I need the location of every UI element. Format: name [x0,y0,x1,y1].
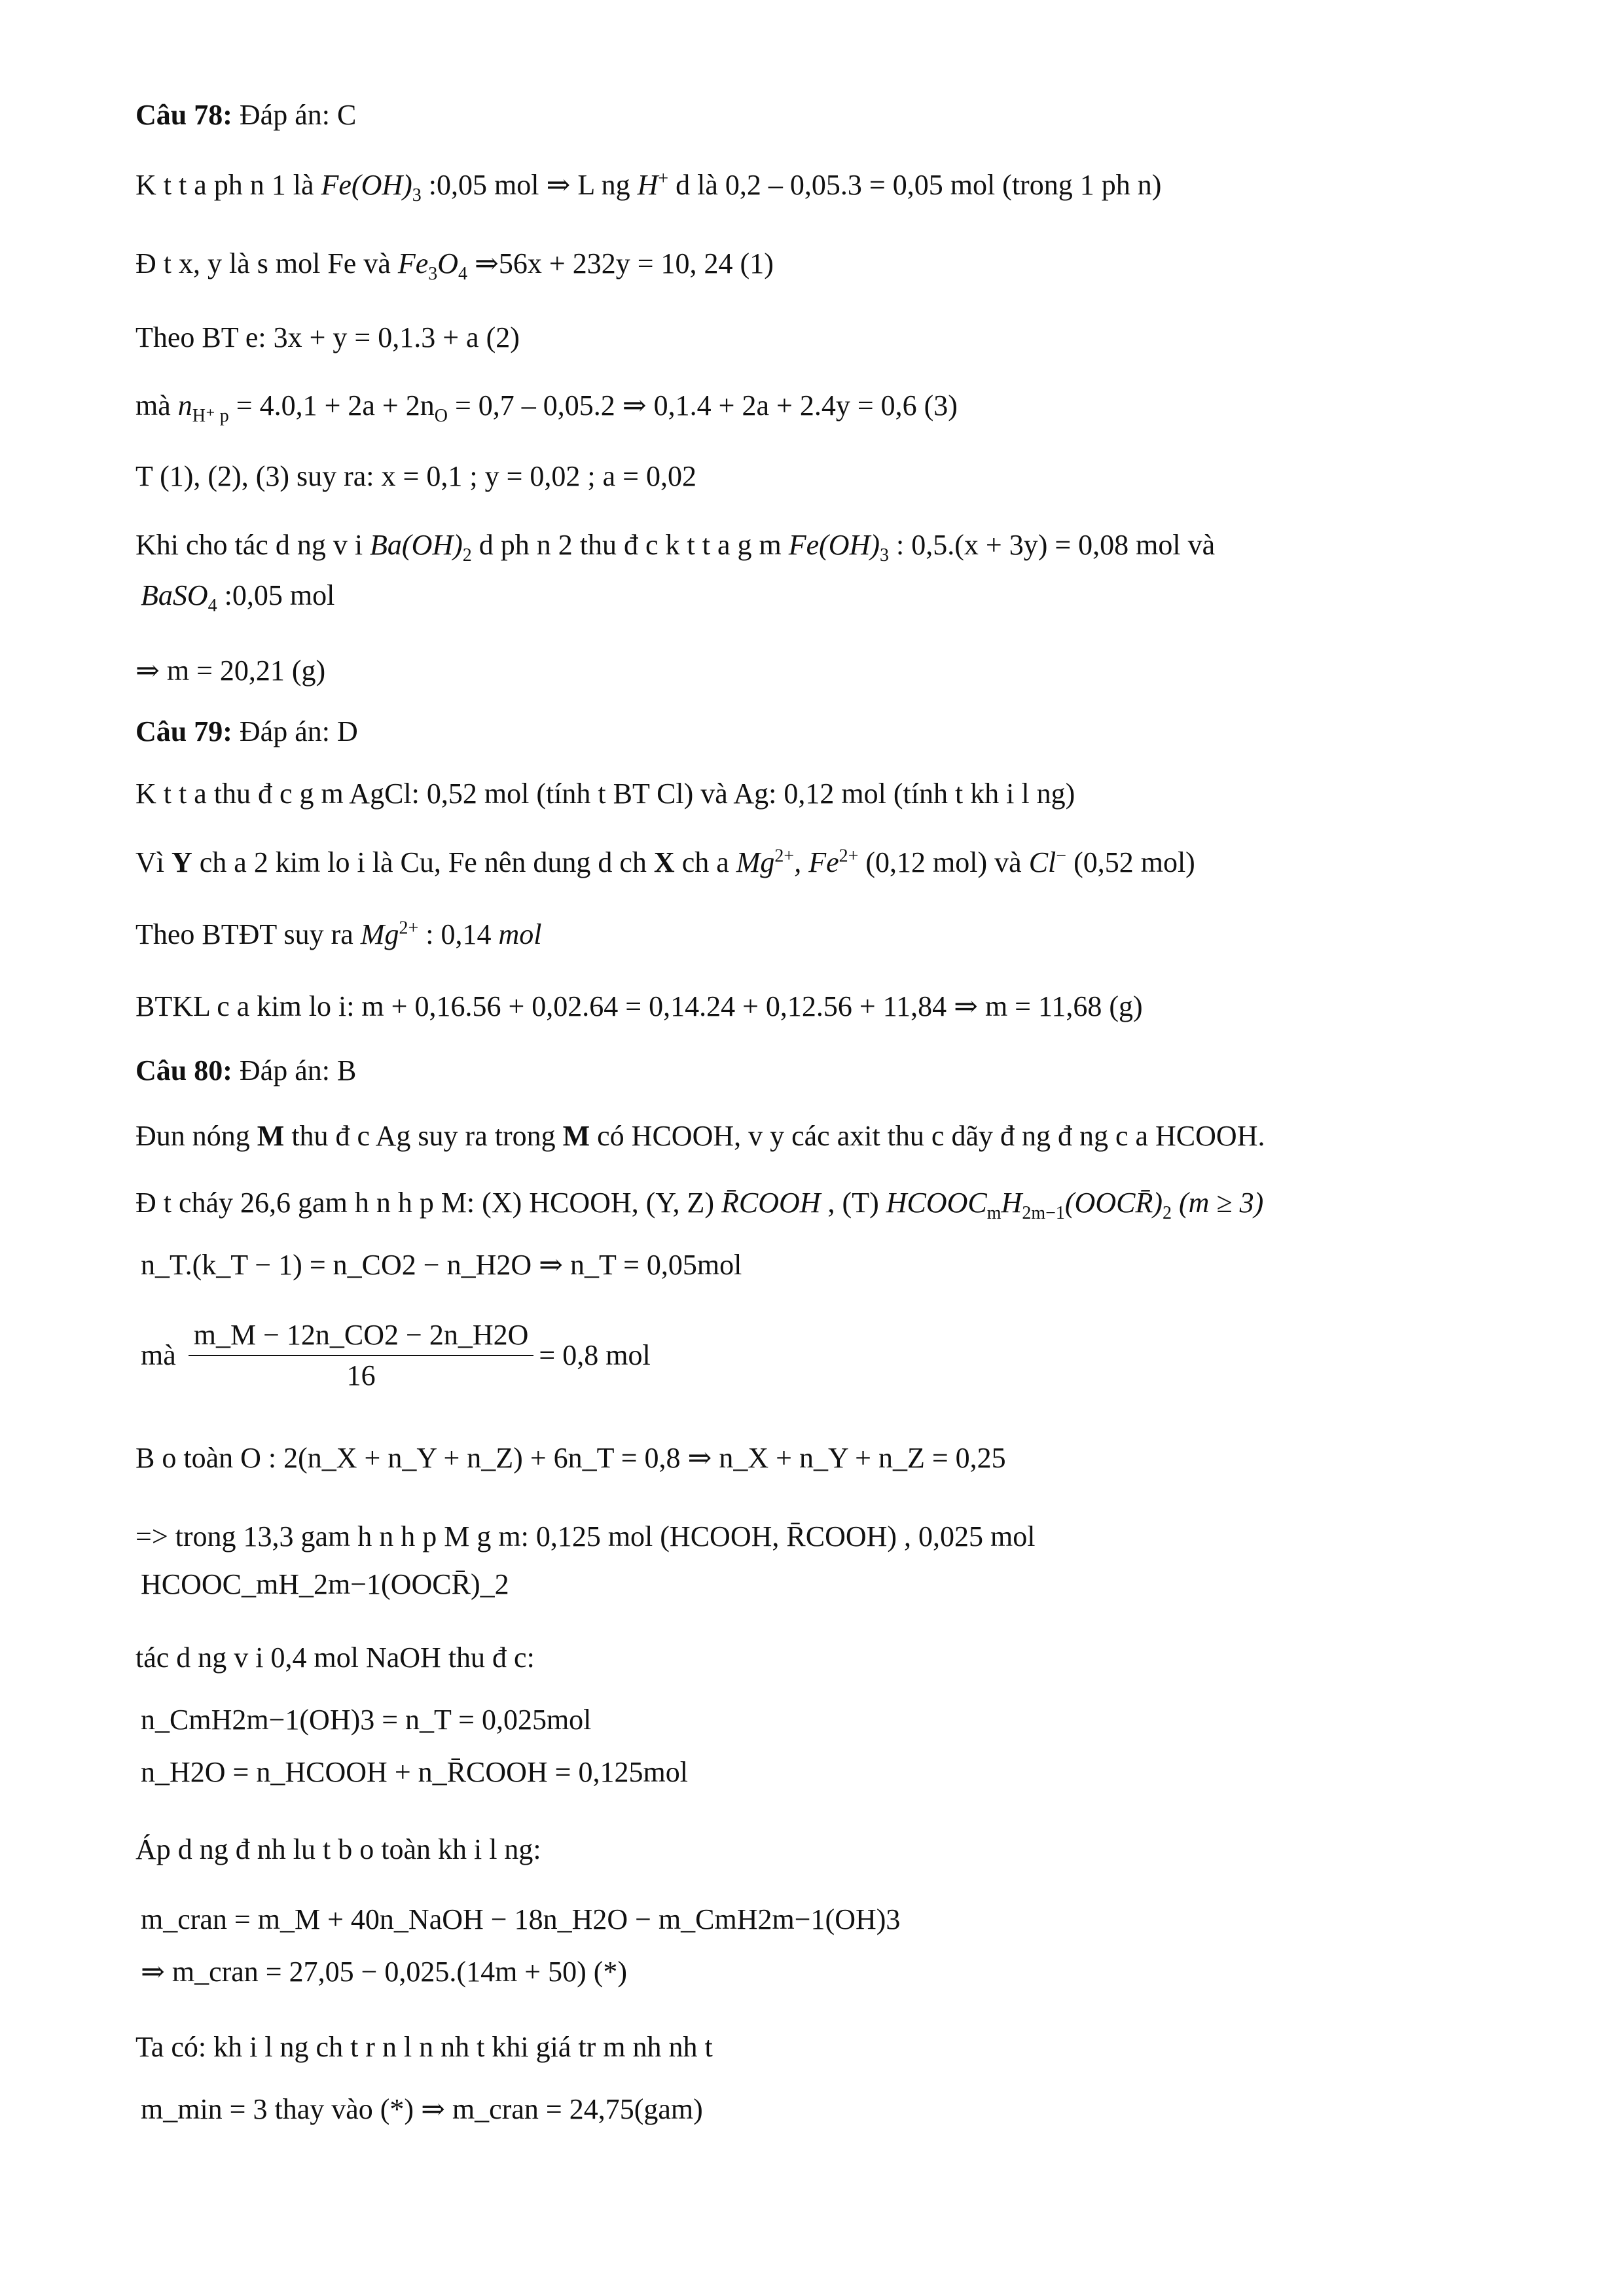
q78-answer: Đáp án: C [232,99,357,131]
q80-line-8: tác d ng v i 0,4 mol NaOH thu đ c: [135,1641,535,1674]
label: M [562,1120,590,1152]
q78-result: ⇒ m = 20,21 (g) [135,655,326,687]
text: (0,12 mol) và [858,846,1029,878]
subscript: 3 [412,185,422,206]
q80-line-6: => trong 13,3 gam h n h p M g m: 0,125 mol (HCOOH, R̄COOH) , 0,025 mol [135,1520,1036,1552]
q78-line-6 [135,527,1215,564]
text: Đ t x, y là s mol Fe và [135,247,398,279]
fraction [189,1316,534,1395]
text: mà [141,1339,183,1371]
q79-line-2 [135,844,1195,881]
q78-line-7 [141,577,334,614]
subscript: 2m−1 [1022,1202,1065,1223]
q80-line-5: B o toàn O : 2(n_X + n_Y + n_Z) + 6n_T = 0,8 ⇒ n_X + n_Y + n_Z = 0,25 [135,1442,1006,1474]
formula: Fe(OH) [321,169,412,201]
text: : 0,5.(x + 3y) = 0,08 mol và [889,529,1216,561]
q78-title: Câu 78: [135,99,232,131]
text: , (T) [820,1187,886,1219]
q79-title: Câu 79: [135,715,232,747]
q78-heading [135,97,356,134]
q78-line-3: Theo BT e: 3x + y = 0,1.3 + a (2) [135,321,520,353]
q78-line-4 [135,387,958,424]
q80-equation-7: m_min = 3 thay vào (*) ⇒ m_cran = 24,75(gam) [141,2093,703,2125]
q80-line-11: Áp d ng đ nh lu t b o toàn kh i l ng: [135,1833,541,1865]
subscript: H⁺ p [192,405,229,426]
formula: (OOCR̄) [1064,1187,1163,1219]
text: Vì [135,846,171,878]
text: có HCOOH, v y các axit thu c dãy đ ng đ ng c a HCOOH. [590,1120,1265,1152]
superscript: 2+ [774,846,795,867]
q79-line-3 [135,916,541,953]
subscript: m [986,1202,1001,1223]
superscript: − [1056,846,1067,867]
formula: H [637,169,659,201]
text: :0,05 mol [217,579,335,611]
subscript: 4 [458,263,468,284]
formula: Mg [736,846,775,878]
subscript: 2 [462,545,472,565]
text: ch a 2 kim lo i là Cu, Fe nên dung d ch [192,846,654,878]
formula: R̄COOH [721,1187,821,1219]
label: Y [171,846,192,878]
formula: BaSO [141,579,208,611]
text: = 4.0,1 + 2a + 2n [228,389,435,422]
subscript: 4 [208,595,217,616]
fraction-numerator: m_M − 12n_CO2 − 2n_H2O [189,1316,534,1356]
subscript: 3 [428,263,438,284]
q80-line-14: Ta có: kh i l ng ch t r n l n nh t khi giá tr m nh nh t [135,2031,713,2063]
q80-equation-3: n_CmH2m−1(OH)3 = n_T = 0,025mol [141,1704,592,1736]
formula: (m ≥ 3) [1172,1187,1264,1219]
q80-equation-5: m_cran = m_M + 40n_NaOH − 18n_H2O − m_CmH2m−1(OH)3 [141,1903,901,1935]
superscript: 2+ [399,918,419,939]
q80-heading [135,1052,356,1089]
formula: Cl [1028,846,1056,878]
formula: H [1001,1187,1022,1219]
q79-line-1: K t t a thu đ c g m AgCl: 0,52 mol (tính t BT Cl) và Ag: 0,12 mol (tính t kh i l ng) [135,778,1075,810]
formula: Ba(OH) [370,529,463,561]
superscript: + [658,168,669,189]
text: Đun nóng [135,1120,257,1152]
q79-heading [135,713,358,750]
text: K t t a ph n 1 là [135,169,321,201]
q80-line-7: HCOOC_mH_2m−1(OOCR̄)_2 [141,1568,509,1600]
q78-line-2 [135,245,774,282]
formula: Mg [360,918,399,950]
formula: Fe(OH) [788,529,880,561]
formula: n [177,389,192,422]
q78-line-5: T (1), (2), (3) suy ra: x = 0,1 ; y = 0,02 ; a = 0,02 [135,460,696,492]
q80-equation-1: n_T.(k_T − 1) = n_CO2 − n_H2O ⇒ n_T = 0,05mol [141,1249,742,1281]
fraction-denominator: 16 [346,1359,376,1391]
text: Khi cho tác d ng v i [135,529,370,561]
text: : 0,14 [418,918,499,950]
text: mà [135,389,178,422]
text: = 0,8 mol [539,1339,651,1371]
text: (0,52 mol) [1066,846,1195,878]
q79-answer: Đáp án: D [232,715,358,747]
formula: , Fe [794,846,839,878]
q80-line-2 [135,1185,1263,1221]
q80-equation-4: n_H2O = n_HCOOH + n_R̄COOH = 0,125mol [141,1756,688,1788]
unit: mol [498,918,542,950]
q80-equation-2 [141,1316,651,1395]
subscript: 2 [1163,1202,1172,1223]
subscript: 3 [880,545,890,565]
text: thu đ c Ag suy ra trong [284,1120,563,1152]
q80-equation-6: ⇒ m_cran = 27,05 − 0,025.(14m + 50) (*) [141,1956,628,1988]
label: X [653,846,675,878]
text: ch a [674,846,736,878]
text: = 0,7 – 0,05.2 ⇒ 0,1.4 + 2a + 2.4y = 0,6 (3) [447,389,958,422]
q79-line-4: BTKL c a kim lo i: m + 0,16.56 + 0,02.64 = 0,14.24 + 0,12.56 + 11,84 ⇒ m = 11,68 (g) [135,990,1143,1022]
label: M [257,1120,285,1152]
formula: HCOOC [886,1187,987,1219]
text: Theo BTĐT suy ra [135,918,361,950]
q80-title: Câu 80: [135,1054,232,1086]
subscript: O [434,405,448,426]
text: d là 0,2 – 0,05.3 = 0,05 mol (trong 1 ph n) [668,169,1162,201]
formula: O [437,247,459,279]
q80-line-1 [135,1118,1265,1155]
equation: ⇒56x + 232y = 10, 24 (1) [467,247,774,279]
text: d ph n 2 thu đ c k t t a g m [471,529,789,561]
formula: Fe [397,247,429,279]
q80-answer: Đáp án: B [232,1054,357,1086]
text: Đ t cháy 26,6 gam h n h p M: (X) HCOOH, (Y, Z) [135,1187,721,1219]
superscript: 2+ [839,846,859,867]
text: :0,05 mol ⇒ L ng [421,169,638,201]
q78-line-1 [135,167,1161,204]
